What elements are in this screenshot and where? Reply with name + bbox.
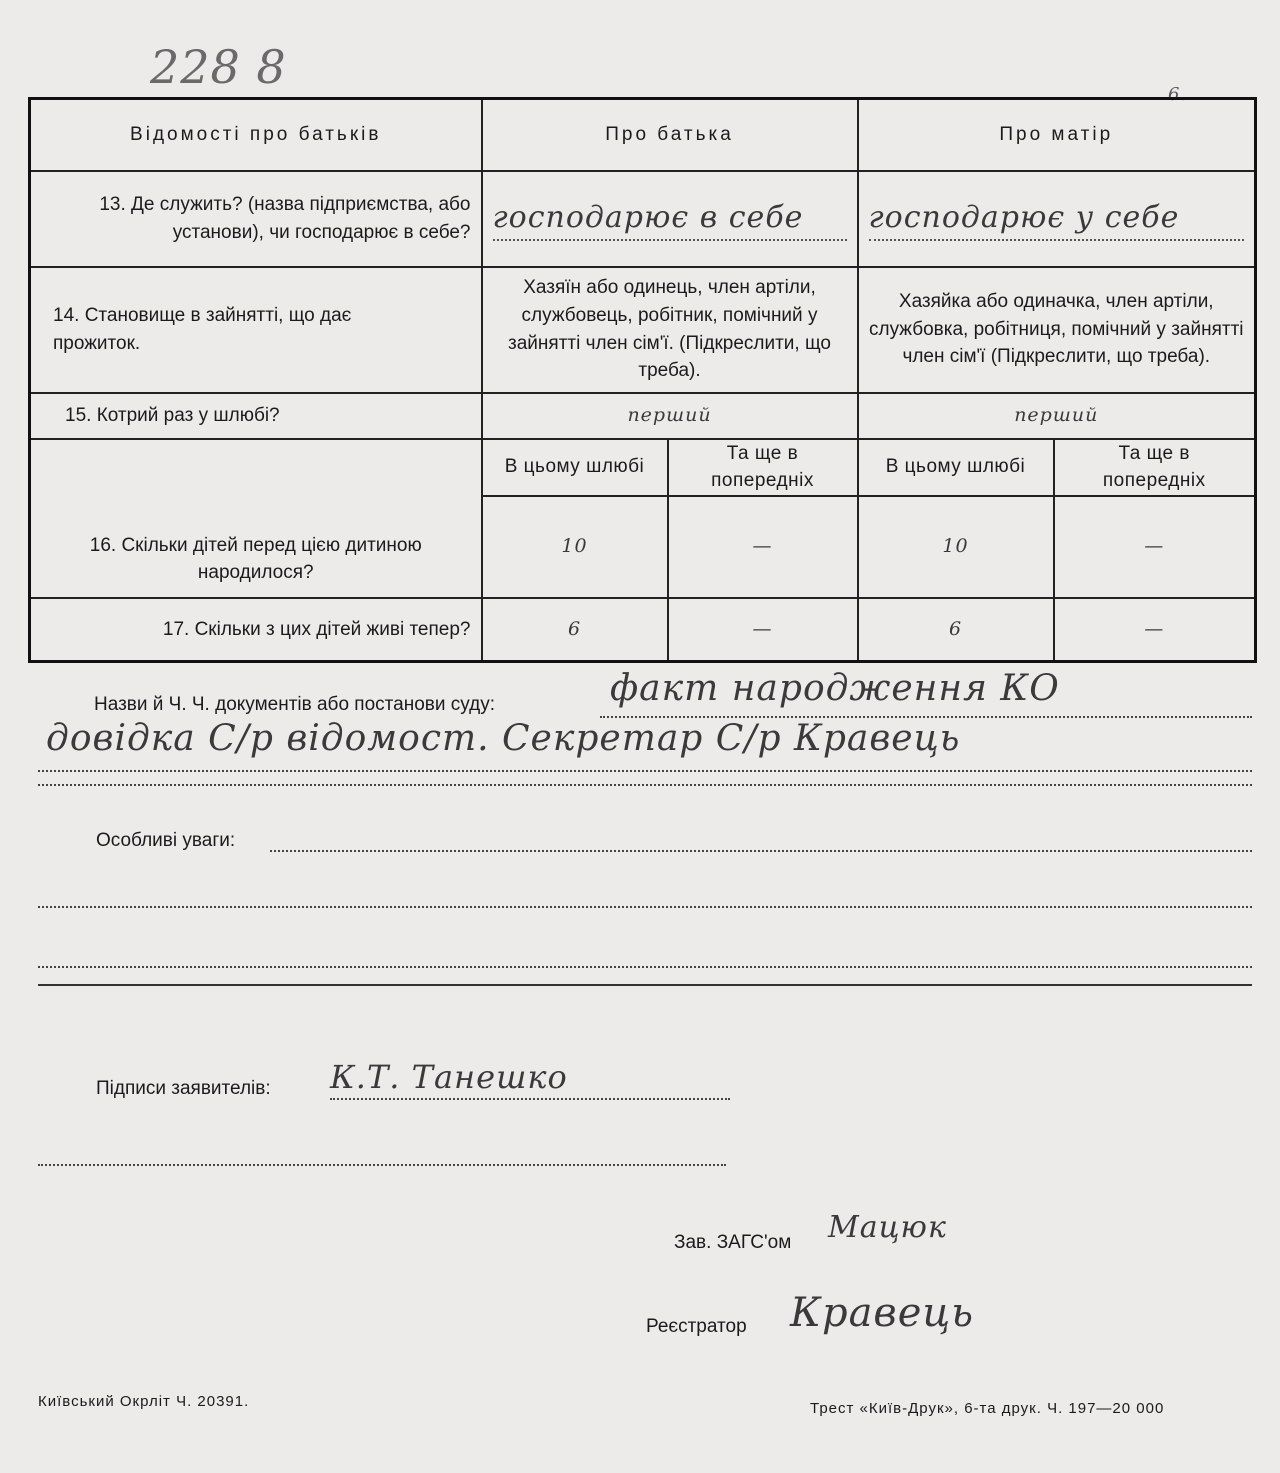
q16-father-this: 10 bbox=[482, 496, 668, 598]
q17-father-this: 6 bbox=[482, 598, 668, 662]
applicants-line-1 bbox=[330, 1098, 730, 1100]
documents-line-2 bbox=[38, 770, 1252, 772]
q16-label: 16. Скільки дітей перед цією дитиною народилося? bbox=[30, 439, 482, 598]
head-signature: Мацюк bbox=[828, 1210, 947, 1245]
header-parents: Відомості про батьків bbox=[30, 99, 482, 171]
remarks-label: Особливі уваги: bbox=[96, 830, 236, 851]
q14-label: 14. Становище в зайнятті, що дає прожиток. bbox=[30, 267, 482, 393]
row-q17 bbox=[30, 598, 1256, 662]
archive-number: 228 8 bbox=[150, 40, 287, 94]
documents-line-3 bbox=[38, 784, 1252, 786]
corner-mark: 6. bbox=[1168, 84, 1188, 105]
header-father: Про батька bbox=[482, 99, 858, 171]
row-q15 bbox=[30, 393, 1256, 439]
q13-father-cell bbox=[482, 171, 858, 267]
father-this-marriage-header: В цьому шлюбі bbox=[482, 439, 668, 496]
documents-line1-text: факт народження КО bbox=[610, 668, 1060, 709]
remarks-line-1 bbox=[270, 850, 1252, 852]
q15-father-answer: перший bbox=[482, 393, 858, 439]
mother-previous-header: Та ще в попередніх bbox=[1054, 439, 1256, 496]
header-mother: Про матір bbox=[858, 99, 1256, 171]
registrar-label: Реєстратор bbox=[646, 1316, 747, 1337]
footer-right: Трест «Київ-Друк», 6-та друк. Ч. 197—20 000 bbox=[810, 1400, 1165, 1417]
documents-line2-text: довідка С/р відомост. Секретар С/р Кравець bbox=[46, 718, 961, 759]
applicants-label: Підписи заявителів: bbox=[96, 1078, 271, 1099]
table-header-row bbox=[30, 99, 1256, 171]
remarks-line-2 bbox=[38, 906, 1252, 908]
q13-mother-answer: господарює у себе bbox=[869, 196, 1245, 242]
q14-father-options: Хазяїн або одинець, член артіли, службовець, робітник, помічний у зайнятті член сім'ї. (Підкреслити, що треба). bbox=[482, 267, 858, 393]
applicants-line-2 bbox=[38, 1164, 726, 1166]
q17-mother-previous: — bbox=[1054, 598, 1256, 662]
row-q14 bbox=[30, 267, 1256, 393]
registrar-signature: Кравець bbox=[790, 1290, 975, 1336]
remarks-end-line bbox=[38, 984, 1252, 986]
q13-father-answer: господарює в себе bbox=[493, 196, 847, 242]
q16-mother-previous: — bbox=[1054, 496, 1256, 598]
footer-left: Київський Окрліт Ч. 20391. bbox=[38, 1393, 250, 1410]
row-q16-subheader bbox=[30, 439, 1256, 496]
q17-father-previous: — bbox=[668, 598, 858, 662]
q15-label: 15. Котрий раз у шлюбі? bbox=[30, 393, 482, 439]
q15-mother-answer: перший bbox=[858, 393, 1256, 439]
remarks-line-3 bbox=[38, 966, 1252, 968]
applicants-signature: К.Т. Танешко bbox=[330, 1058, 568, 1096]
documents-label: Назви й Ч. Ч. документів або постанови суду: bbox=[94, 694, 495, 715]
head-label: Зав. ЗАГС'ом bbox=[674, 1232, 792, 1253]
q14-mother-options: Хазяйка або одиначка, член артіли, службовка, робітниця, помічний у зайнятті член сім'ї (Підкреслити, що треба). bbox=[858, 267, 1256, 393]
q13-mother-cell bbox=[858, 171, 1256, 267]
father-previous-header: Та ще в попередніх bbox=[668, 439, 858, 496]
parents-info-table bbox=[28, 97, 1257, 663]
q17-mother-this: 6 bbox=[858, 598, 1054, 662]
q13-label: 13. Де служить? (назва підприємства, або установи), чи господарює в себе? bbox=[30, 171, 482, 267]
q16-mother-this: 10 bbox=[858, 496, 1054, 598]
q17-label: 17. Скільки з цих дітей живі тепер? bbox=[30, 598, 482, 662]
row-q13 bbox=[30, 171, 1256, 267]
q16-father-previous: — bbox=[668, 496, 858, 598]
mother-this-marriage-header: В цьому шлюбі bbox=[858, 439, 1054, 496]
